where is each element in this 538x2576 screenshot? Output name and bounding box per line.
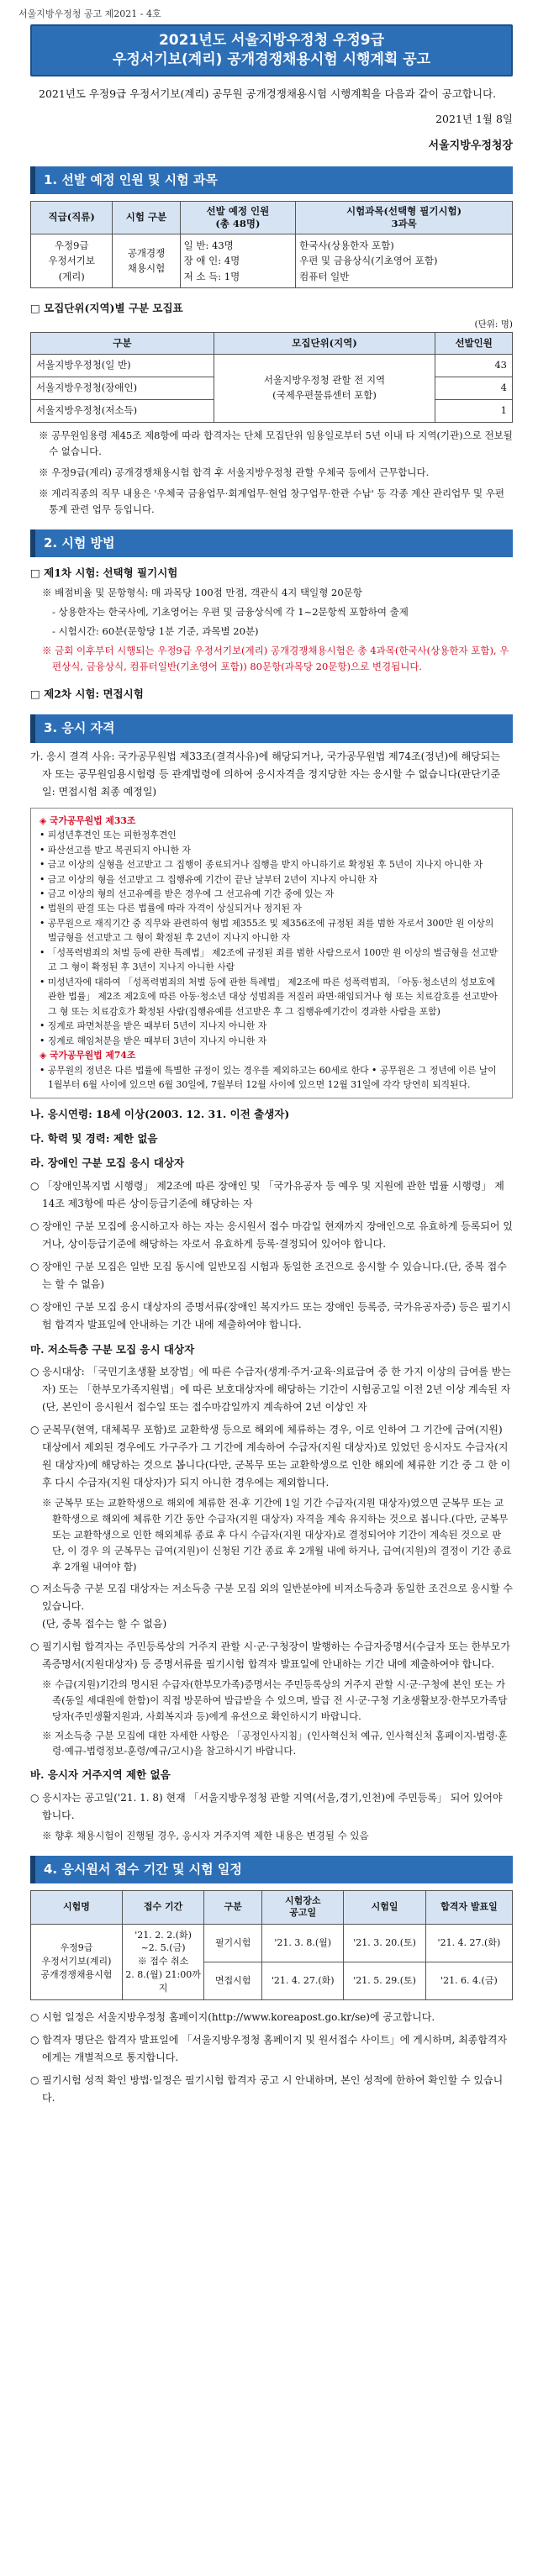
th-result-date: 합격자 발표일	[425, 1890, 512, 1924]
region-row-seats: 4	[435, 377, 513, 400]
subject-2: 우편 및 금융상식(기초영어 포함)	[299, 255, 438, 267]
count-lowincome: 저 소 득: 1명	[183, 270, 240, 282]
region-row-seats: 1	[435, 400, 513, 423]
kind-interview: 면접시험	[204, 1962, 262, 1999]
disabled-heading: 라. 장애인 구분 모집 응시 대상자	[30, 1156, 185, 1170]
law-74-item: • 공무원의 정년은 다른 법률에 특별한 규정이 있는 경우를 제외하고는 60세로 한다 • 공무원은 그 정년에 이른 날이 1월부터 6월 사이에 있으면 6월 30일에, 7월부터 12월 사이에 있으면 12월 31일에 각각 당연히 퇴직된다.	[40, 1064, 497, 1091]
law-33-item: • 파산선고를 받고 복권되지 아니한 자	[40, 844, 191, 856]
age-requirement-text: 나. 응시연령: 18세 이상(2003. 12. 31. 이전 출생자)	[30, 1107, 290, 1120]
th-seats: 선발인원	[435, 332, 513, 355]
disqualification-text: 가. 응시 결격 사유: 국가공무원법 제33조(결격사유)에 해당되거나, 국가공무원법 제74조(정년)에 해당되는 자 또는 공무원임용시험령 등 관계법령에 의하여 응시자격을 정지당한 자는 응시할 수 없습니다(판단기준일: 면접시험 최종 예정일)	[30, 750, 501, 798]
title-line-1: 2021년도 서울지방우정청 우정9급	[158, 32, 385, 50]
th-rank: 직급(직류)	[31, 201, 113, 234]
law-33-item: • 징계로 해임처분을 받은 때부터 3년이 지나지 아니한 자	[40, 1035, 267, 1046]
exam-format-note-b: - 시험시간: 60분(문항당 1분 기준, 과목별 20분)	[52, 625, 259, 638]
region-subheading: □ 모집단위(지역)별 구분 모집표	[30, 301, 183, 314]
schedule-note-1: ○ 시험 일정은 서울지방우정청 홈페이지(http://www.koreapost.go.kr/se)에 공고합니다.	[30, 2011, 435, 2024]
th-period: 접수 기간	[122, 1890, 203, 1924]
th-region: 모집단위(지역)	[214, 332, 435, 355]
lowincome-note-1: ※ 군복무 또는 교환학생으로 해외에 체류한 전·후 기간에 1일 기간 수급자(지원 대상자)였으면 군복무 또는 교환학생으로 해외에 체류한 기간 동안 수급자(지원 대상자) 자격을 계속 유지하는 것으로 봅니다.(다만, 군복무 또는 교환학생으로 인한 해외체류 종료 후 다시 수급자(지원 대상자)로 결정되어야 기간이 계속된 것으로 판단, 이 경우 의 군복무는 급여(지원)이 신청된 기간 종료 후 2개월 내에 하거나, 급여(지원)의 결정이 기간 종료 후 2개월 내여야 함)	[42, 1496, 512, 1572]
education-requirement: 다. 학력 및 경력: 제한 없음	[30, 1132, 158, 1146]
title-line-2: 우정서기보(계리) 공개경쟁채용시험 시행계획 공고	[112, 50, 431, 68]
lowincome-note-2: ※ 수급(지원)기간의 명시된 수급자(한부모가족)증명서는 주민등록상의 거주지 관할 시·군·구청에 본인 또는 가족(동일 세대원에 한함)이 직접 방문하여 발급받을 수 있으며, 발급 전 시·군·구청 기초생활보장·한부모가족담당자(주민생활지원과, 사회복지과 등)에게 유선으로 확인하시기 바랍니다.	[42, 1678, 508, 1722]
announcement-date: 2021년 1월 8일	[435, 113, 513, 126]
schedule-note-3: ○ 필기시험 성적 확인 방법·일정은 필기시험 합격자 공고 시 안내하며, 본인 성적에 한하여 확인할 수 있습니다.	[30, 2074, 504, 2105]
period-cell: '21. 2. 2.(화) ~2. 5.(금) ※ 접수 취소 2. 8.(월) 21:00까지	[122, 1924, 203, 2000]
venue-written: '21. 3. 8.(월)	[262, 1924, 344, 1962]
law-33-item: • 미성년자에 대하여 「성폭력범죄의 처벌 등에 관한 특례법」 제2조에 따른 성폭력범죄, 「아동·청소년의 성보호에 관한 법률」 제2조 제2호에 따른 아동·청소년 대상 성범죄를 저질러 파면·해임되거나 형 또는 치료감호를 선고받아 그 형 또는 치료감호가 확정된 사람(집행유예를 선고받은 후 그 집행유예기간이 경과한 사람을 포함)	[40, 976, 498, 1017]
recruitment-table	[30, 201, 513, 288]
kind-written: 필기시험	[204, 1924, 262, 1962]
subject-3: 컴퓨터 일반	[299, 270, 350, 282]
note-duties: ※ 계리직종의 직무 내용은 '우체국 금융업무·회계업무·현업 창구업무·한관 수납' 등 각종 계산 관리업무 및 우편 통계 관련 업무 등입니다.	[39, 487, 504, 515]
law-33-item: • 징계로 파면처분을 받은 때부터 5년이 지나지 아니한 자	[40, 1020, 267, 1032]
rank-cell: 우정9급 우정서기보 (계리)	[31, 234, 113, 287]
venue-interview: '21. 4. 27.(화)	[262, 1962, 344, 1999]
title-banner	[30, 24, 513, 76]
type-cell: 공개경쟁 채용시험	[113, 234, 180, 287]
section-4-header: 4. 응시원서 접수 기간 및 시험 일정	[30, 1856, 513, 1883]
announcement-number: 서울지방우정청 공고 제2021 - 4호	[18, 8, 161, 19]
lowincome-item-1: ○ 응시대상: 「국민기초생활 보장법」에 따른 수급자(생계·주거·교육·의료급여 중 한 가지 이상의 급여를 받는 자) 또는 「한부모가족지원법」에 따른 보호대상자에 해당하는 기간이 시험공고일 이전 2년 이상 계속된 자(단, 본인이 응시원서 접수일 또는 접수마감일까지 계속하여 2년 이상인 자	[30, 1365, 511, 1413]
age-requirement	[30, 1105, 513, 1123]
count-disabled: 장 애 인: 4명	[183, 255, 240, 267]
lowincome-item-2: ○ 군복무(현역, 대체복무 포함)로 교환학생 등으로 해외에 체류하는 경우, 이로 인하여 그 기간에 급여(지원) 대상에서 제외된 경우에도 가구주가 그 기간에 계속하여 수급자(지원 대상자)로 있었던 응시자도 수급자(지원 대상자)에 해당하는 것으로 봅니다(다만, 군복무 또는 교환학생으로 인한 해외에 체류한 기간 중 그 한 이후 다시 수급자(지원 대상자)가 되지 아니한 경우에는 제외합니다.	[30, 1423, 511, 1488]
subjects-cell	[296, 234, 513, 287]
disabled-item-1: ○ 「장애인복지법 시행령」 제2조에 따른 장애인 및 「국가유공자 등 예우 및 지원에 관한 법률 시행령」 제14조 제3항에 따른 상이등급기준에 해당하는 자	[30, 1179, 504, 1209]
lowincome-note-3: ※ 저소득층 구분 모집에 대한 자세한 사항은 「공정인사지침」(인사혁신처 예규, 인사혁신처 홈페이지-법령·훈령·예규-법령정보-훈령/예규/고시)을 참고하시기 바랍니다.	[42, 1729, 508, 1757]
subject-1: 한국사(상용한자 포함)	[299, 239, 394, 251]
result-written: '21. 4. 27.(화)	[425, 1924, 512, 1962]
lowincome-item-3: ○ 저소득층 구분 모집 대상자는 저소득층 구분 모집 외의 일반분야에 비저소득층과 동일한 조건으로 응시할 수 있습니다. (단, 중복 접수는 할 수 없음)	[30, 1582, 513, 1630]
th-subjects: 시험과목(선택형 필기시험) 3과목	[296, 201, 513, 234]
region-table	[30, 332, 513, 423]
th-exam-name: 시험명	[31, 1890, 123, 1924]
count-cell	[180, 234, 296, 287]
law-box	[30, 808, 513, 1098]
exam-format-note-a: - 상용한자는 한국사에, 기초영어는 우편 및 금융상식에 각 1~2문항씩 포함하여 출제	[52, 606, 409, 619]
law-33-item: • 공무원으로 재직기간 중 직무와 관련하여 형법 제355조 및 제356조에 규정된 죄를 범한 자로서 300만 원 이상의 벌금형을 선고받고 그 형이 확정된 후 2년이 지나지 아니한 자	[40, 917, 494, 944]
law-33-item: • 금고 이상의 형의 선고유예를 받은 경우에 그 선고유예 기간 중에 있는 자	[40, 888, 335, 899]
th-exam-date: 시험일	[344, 1890, 425, 1924]
th-kind: 구분	[204, 1890, 262, 1924]
date-written: '21. 3. 20.(토)	[344, 1924, 425, 1962]
region-row-category: 서울지방우정청(장애인)	[31, 377, 214, 400]
exam-stage-1: □ 제1차 시험: 선택형 필기시험	[30, 566, 178, 579]
law-33-item: • 금고 이상의 형을 선고받고 그 집행유예 기간이 끝난 날부터 2년이 지나지 아니한 자	[40, 873, 378, 885]
section-2-header: 2. 시험 방법	[30, 529, 513, 557]
result-interview: '21. 6. 4.(금)	[425, 1962, 512, 1999]
region-scope: 서울지방우정청 관할 전 지역 (국제우편물류센터 포함)	[214, 355, 435, 422]
law-33-item: • 금고 이상의 실형을 선고받고 그 집행이 종료되거나 집행을 받지 아니하기로 확정된 후 5년이 지나지 아니한 자	[40, 859, 483, 871]
date-interview: '21. 5. 29.(토)	[344, 1962, 425, 1999]
th-count: 선발 예정 인원 (총 48명)	[180, 201, 296, 234]
intro-text: 2021년도 우정9급 우정서기보(계리) 공무원 공개경쟁채용시험 시행계획을 다음과 같이 공고합니다.	[39, 87, 497, 100]
law-33-heading: ◈ 국가공무원법 제33조	[40, 814, 136, 826]
disabled-item-4: ○ 장애인 구분 모집 응시 대상자의 증명서류(장애인 복지카드 또는 장애인 등록증, 국가유공자증) 등은 필기시험 합격자 발표일에 안내하는 기간 내에 제출하여야 합니다.	[30, 1300, 511, 1330]
law-33-item: • 법원의 판결 또는 다른 법률에 따라 자격이 상실되거나 정지된 자	[40, 903, 302, 914]
exam-name-cell: 우정9급 우정서기보(계리) 공개경쟁채용시험	[31, 1924, 123, 2000]
exam-format-note: ※ 배점비율 및 문항형식: 매 과목당 100점 만점, 객관식 4지 택일형 20문항	[42, 587, 362, 599]
section-1-header: 1. 선발 예정 인원 및 시험 과목	[30, 166, 513, 194]
count-general: 일 반: 43명	[183, 239, 234, 251]
schedule-table	[30, 1890, 513, 2000]
disabled-item-2: ○ 장애인 구분 모집에 응시하고자 하는 자는 응시원서 접수 마감일 현재까지 장애인으로 유효하게 등록되어 있거나, 상이등급기준에 해당하는 자로서 유효하게 등록·결정되어 있어야 합니다.	[30, 1220, 513, 1250]
note-transfer: ※ 공무원임용령 제45조 제8항에 따라 합격자는 단체 모집단위 임용일로부터 5년 이내 타 지역(기관)으로 전보될 수 없습니다.	[39, 429, 513, 457]
exam-change-notice: ※ 금회 이후부터 시행되는 우정9급 우정서기보(계리) 공개경쟁채용시험은 총 4과목(한국사(상용한자 포함), 우편상식, 금융상식, 컴퓨터일반(기초영어 포함)) 80문항(과목당 20문항)으로 변경됩니다.	[42, 645, 509, 673]
section-3-header: 3. 응시 자격	[30, 714, 513, 742]
residence-heading: 바. 응시자 거주지역 제한 없음	[30, 1768, 171, 1782]
note-workplace: ※ 우정9급(계리) 공개경쟁채용시험 합격 후 서울지방우정청 관할 우체국 등에서 근무합니다.	[39, 466, 430, 478]
exam-stage-2: □ 제2차 시험: 면접시험	[30, 687, 144, 701]
lowincome-item-4: ○ 필기시험 합격자는 주민등록상의 거주지 관할 시·군·구청장이 발행하는 수급자증명서(수급자 또는 한부모가족증명서(지원대상자) 등 증명서류를 필기시험 합격자 발표일에 안내하는 기간 내에 제출하여야 합니다.	[30, 1640, 510, 1670]
residence-item-1: ○ 응시자는 공고일('21. 1. 8) 현재 「서울지방우정청 관할 지역(서울,경기,인천)에 주민등록」 되어 있어야 합니다.	[30, 1791, 503, 1821]
th-type: 시험 구분	[113, 201, 180, 234]
disabled-item-3: ○ 장애인 구분 모집은 일반 모집 동시에 일반모집 시험과 동일한 조건으로 응시할 수 있습니다.(단, 중복 접수는 할 수 없음)	[30, 1260, 507, 1290]
region-row-category: 서울지방우정청(일 반)	[31, 355, 214, 377]
law-74-heading: ◈ 국가공무원법 제74조	[40, 1050, 136, 1061]
residence-note: ※ 향후 채용시험이 진행될 경우, 응시자 거주지역 제한 내용은 변경될 수 있음	[42, 1829, 369, 1841]
unit-label: (단위: 명)	[474, 319, 513, 330]
law-33-item: • 피성년후견인 또는 피한정후견인	[40, 830, 177, 841]
region-row-seats: 43	[435, 355, 513, 377]
schedule-note-2: ○ 합격자 명단은 합격자 발표일에 「서울지방우정청 홈페이지 및 원서접수 사이트」에 게시하며, 최종합격자에게는 개별적으로 통지합니다.	[30, 2034, 508, 2064]
lowincome-heading: 마. 저소득층 구분 모집 응시 대상자	[30, 1342, 195, 1356]
region-row-category: 서울지방우정청(저소득)	[31, 400, 214, 423]
law-33-item: • 「성폭력범죄의 처벌 등에 관한 특례법」 제2조에 규정된 죄를 범한 사람으로서 100만 원 이상의 벌금형을 선고받고 그 형이 확정된 후 3년이 지나지 아니한 사람	[40, 946, 498, 973]
th-category: 구분	[31, 332, 214, 355]
th-venue: 시험장소 공고일	[262, 1890, 344, 1924]
issuer: 서울지방우정청장	[428, 139, 513, 152]
